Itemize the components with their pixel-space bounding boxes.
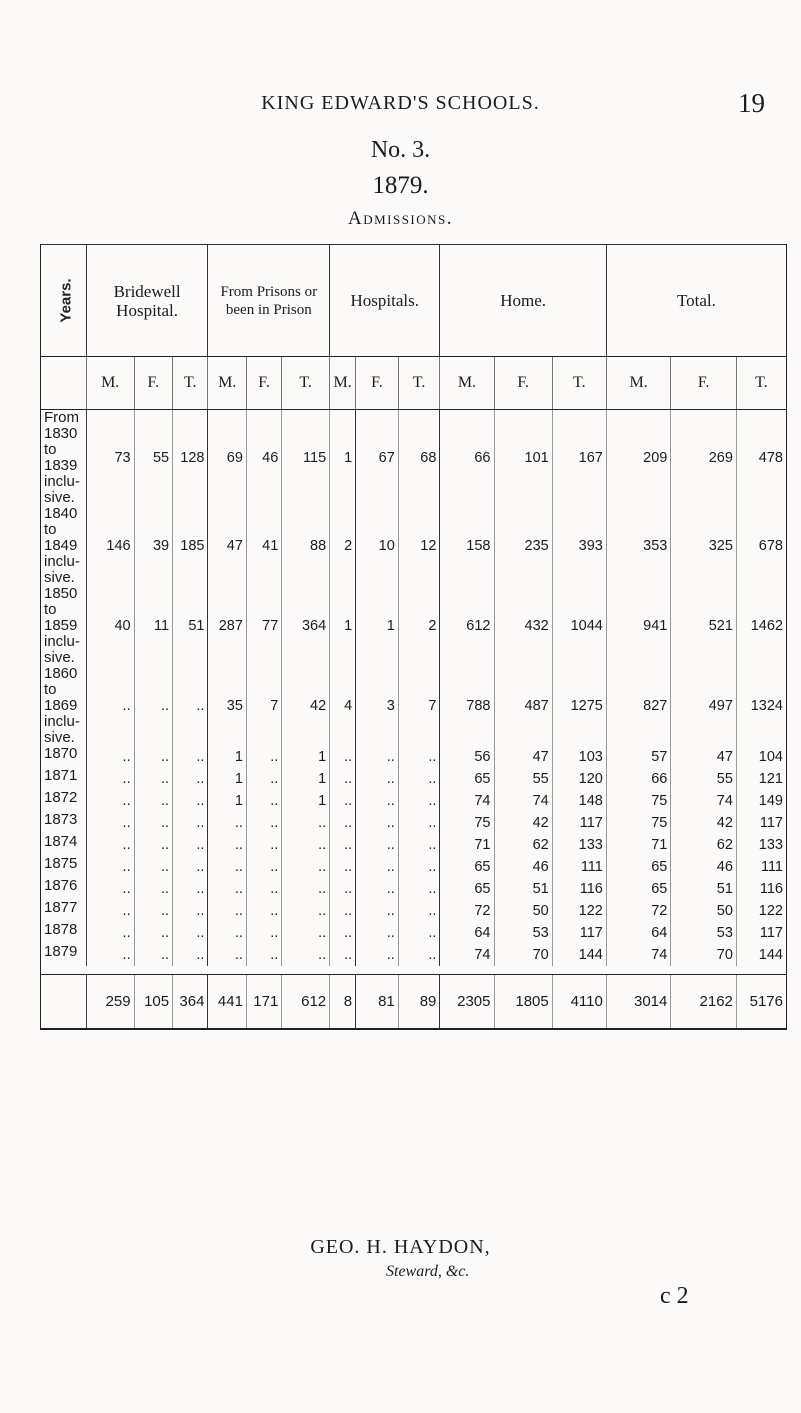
table-cell: 66 [440,410,494,507]
table-cell: 144 [552,944,606,966]
subheader-cell: T. [736,357,786,410]
table-cell: 1324 [750,698,783,714]
table-cell: .. [86,812,134,834]
table-cell: 42 [671,812,737,834]
table-row [41,878,787,900]
table-cell: .. [398,834,440,856]
table-cell: .. [246,812,281,834]
table-cell: 128 [173,410,208,507]
table-cell: 51 [173,586,208,666]
group-header-row [41,245,787,357]
table-cell: .. [173,856,208,878]
table-cell: 74 [440,944,494,966]
row-label [41,975,87,1029]
table-cell: .. [356,746,399,768]
table-cell: 11 [134,586,172,666]
table-cell: 56 [440,746,494,768]
table-cell: .. [330,922,356,944]
table-cell: .. [134,856,172,878]
totals-row [41,975,787,1029]
table-cell: .. [134,944,172,966]
table-cell: .. [398,944,440,966]
spacer-row [41,966,787,975]
table-cell: .. [86,666,134,746]
group-total: Total. [606,245,786,357]
table-cell: .. [398,922,440,944]
table-cell: 1 [282,790,330,812]
table-cell: 612 [440,586,494,666]
row-label: 1879 [41,944,87,966]
table-row [41,746,787,768]
table-cell: 81 [356,975,399,1029]
table-cell: 827 [606,666,671,746]
table-cell: 1 [330,410,356,507]
table-cell: 66 [606,768,671,790]
table-cell: 521 [671,586,737,666]
subheader-cell: T. [552,357,606,410]
row-label: 1871 [41,768,87,790]
table-cell: .. [356,856,399,878]
table-cell: .. [208,900,246,922]
table-cell: 612 [282,975,330,1029]
table-cell: 75 [606,812,671,834]
table-cell: .. [330,944,356,966]
subheader-cell: M. [330,357,356,410]
signature-name: GEO. H. HAYDON, [310,1236,491,1258]
table-heading: Admissions. [347,208,454,229]
table-row [41,768,787,790]
table-cell: 67 [356,410,399,507]
row-label: 1877 [41,900,87,922]
table-cell: 116 [759,881,783,897]
table-cell: 1 [282,746,330,768]
table-cell: 72 [606,900,671,922]
table-cell: .. [356,768,399,790]
table-cell: 51 [494,878,552,900]
table-cell: 146 [86,506,134,586]
subheader-blank [41,357,87,410]
table-cell: 1044 [552,586,606,666]
table-cell: 117 [759,925,783,941]
table-cell: .. [246,922,281,944]
row-label: 1876 [41,878,87,900]
table-cell: .. [173,768,208,790]
table-cell: 144 [758,947,783,963]
table-cell: 75 [440,812,494,834]
table-cell: 678 [758,538,783,554]
table-cell: 5176 [749,992,783,1010]
table-cell: 7 [398,666,440,746]
table-cell: 148 [552,790,606,812]
table-cell: .. [282,922,330,944]
table-cell: 89 [398,975,440,1029]
table-cell: .. [356,922,399,944]
table-cell: .. [282,878,330,900]
table-cell: .. [86,900,134,922]
table-row [41,900,787,922]
table-cell: 209 [606,410,671,507]
table-cell: 235 [494,506,552,586]
table-cell: 353 [606,506,671,586]
table-cell: 69 [208,410,246,507]
table-cell: 74 [440,790,494,812]
table-row [41,834,787,856]
table-cell: .. [86,834,134,856]
table-cell: 487 [494,666,552,746]
table-cell: .. [398,790,440,812]
table-cell: 64 [440,922,494,944]
table-cell: 364 [282,586,330,666]
table-cell: 259 [86,975,134,1029]
table-cell: 111 [552,856,606,878]
table-cell: 4 [330,666,356,746]
signature-title: Steward, &c. [386,1263,470,1280]
table-cell: 51 [671,878,737,900]
table-cell: 497 [671,666,737,746]
subheader-cell: F. [356,357,399,410]
table-cell: .. [86,790,134,812]
table-cell: 104 [758,749,783,765]
table-cell: 35 [208,666,246,746]
table-cell: .. [134,878,172,900]
table-cell: 1805 [494,975,552,1029]
table-cell: 42 [494,812,552,834]
table-cell: 12 [398,506,440,586]
table-cell: .. [246,944,281,966]
table-cell: .. [398,768,440,790]
table-cell: 62 [494,834,552,856]
table-cell: 70 [671,944,737,966]
subheader-cell: F. [134,357,172,410]
subheader-cell: M. [440,357,494,410]
table-cell: 111 [760,859,783,875]
table-cell: 57 [606,746,671,768]
subheader-cell: T. [173,357,208,410]
table-cell: .. [282,834,330,856]
table-cell: .. [208,944,246,966]
table-cell: .. [208,878,246,900]
table-cell: 101 [494,410,552,507]
table-row [41,790,787,812]
table-cell: .. [330,856,356,878]
table-cell: 68 [398,410,440,507]
table-cell: 71 [606,834,671,856]
table-cell: .. [282,812,330,834]
table-cell: 71 [440,834,494,856]
table-cell: .. [330,900,356,922]
table-cell: .. [208,856,246,878]
page-header [0,88,801,128]
table-cell: 103 [552,746,606,768]
row-label: 1874 [41,834,87,856]
table-cell: 2305 [440,975,494,1029]
table-cell: .. [86,768,134,790]
table-row [41,812,787,834]
table-cell: .. [134,812,172,834]
table-cell: 40 [86,586,134,666]
table-year: 1879. [372,172,429,199]
table-cell: .. [134,790,172,812]
table-cell: 2 [398,586,440,666]
subheader-row [41,357,787,410]
table-cell: .. [134,746,172,768]
admissions-table [40,244,787,1030]
table-cell: 50 [494,900,552,922]
table-cell: .. [398,878,440,900]
table-cell: .. [282,944,330,966]
table-cell: 42 [282,666,330,746]
table-row [41,506,787,586]
table-cell: 77 [246,586,281,666]
table-cell: 1 [208,746,246,768]
table-cell: .. [208,812,246,834]
table-cell: .. [134,834,172,856]
table-cell: .. [330,790,356,812]
table-cell: 53 [494,922,552,944]
table-cell: .. [246,834,281,856]
table-cell: 47 [208,506,246,586]
table-cell: 50 [671,900,737,922]
table-cell: 269 [671,410,737,507]
table-cell: 432 [494,586,552,666]
table-cell: 393 [552,506,606,586]
table-cell: 53 [671,922,737,944]
table-cell: 120 [552,768,606,790]
table-cell: 41 [246,506,281,586]
row-label: 1870 [41,746,87,768]
table-cell: .. [282,900,330,922]
table-cell: 1 [330,586,356,666]
table-cell: .. [398,746,440,768]
table-cell: 3014 [606,975,671,1029]
table-cell: 39 [134,506,172,586]
running-title: KING EDWARD'S SCHOOLS. [261,92,540,114]
table-row [41,944,787,966]
table-cell: 65 [606,878,671,900]
table-cell: 65 [440,768,494,790]
table-cell: .. [356,812,399,834]
subheader-cell: T. [398,357,440,410]
page-number: 19 [738,88,765,118]
table-cell: .. [246,746,281,768]
table-cell: .. [330,834,356,856]
table-cell: .. [86,922,134,944]
table-cell: 185 [173,506,208,586]
table-cell: 47 [494,746,552,768]
subheader-cell: M. [606,357,671,410]
table-cell: 158 [440,506,494,586]
subheader-cell: T. [282,357,330,410]
table-row [41,586,787,666]
table-cell: 105 [134,975,172,1029]
table-cell: 1462 [750,618,783,634]
table-cell: .. [173,834,208,856]
table-cell: 478 [758,450,783,466]
table-cell: 73 [86,410,134,507]
table-cell: 74 [494,790,552,812]
table-cell: .. [86,856,134,878]
table-cell: .. [173,878,208,900]
table-cell: .. [134,900,172,922]
table-cell: 171 [246,975,281,1029]
table-cell: 72 [440,900,494,922]
table-cell: 55 [494,768,552,790]
table-cell: 46 [246,410,281,507]
table-cell: .. [246,768,281,790]
table-cell: 74 [671,790,737,812]
subheader-cell: F. [671,357,737,410]
table-number: No. 3. [370,137,431,163]
table-cell: 115 [282,410,330,507]
row-label: From 1830 to 1839 inclu- sive. [41,410,87,507]
table-cell: 4110 [552,975,606,1029]
table-cell: 287 [208,586,246,666]
table-row [41,410,787,507]
table-cell: 1 [356,586,399,666]
table-cell: .. [134,768,172,790]
row-label: 1878 [41,922,87,944]
table-cell: .. [173,666,208,746]
table-cell: 74 [606,944,671,966]
table-cell: 167 [552,410,606,507]
table-cell: .. [330,812,356,834]
table-cell: .. [173,746,208,768]
table-row [41,666,787,746]
table-cell: .. [134,922,172,944]
table-cell: .. [246,856,281,878]
table-cell: .. [173,900,208,922]
group-bridewell: Bridewell Hospital. [86,245,208,357]
table-cell: 65 [440,856,494,878]
years-label: Years. [41,245,87,357]
table-cell: 46 [494,856,552,878]
table-cell: .. [246,878,281,900]
table-cell: 7 [246,666,281,746]
table-cell: .. [173,922,208,944]
table-cell: .. [208,834,246,856]
table-cell: 65 [440,878,494,900]
table-row [41,922,787,944]
table-cell: 55 [671,768,737,790]
table-cell: 325 [671,506,737,586]
table-cell: 117 [552,812,606,834]
table-cell: .. [86,746,134,768]
table-cell: 1275 [552,666,606,746]
row-label: 1873 [41,812,87,834]
row-label: 1875 [41,856,87,878]
rule [41,966,787,975]
group-from-prisons: From Prisons or been in Prison [208,245,330,357]
table-cell: 1 [208,768,246,790]
table-cell: 10 [356,506,399,586]
table-cell: 1 [282,768,330,790]
table-cell: 2162 [671,975,737,1029]
folio-mark: c 2 [660,1283,689,1309]
table-cell: .. [330,878,356,900]
table-cell: .. [134,666,172,746]
table-cell: .. [330,768,356,790]
table-cell: 47 [671,746,737,768]
table-cell: 149 [758,793,783,809]
table-cell: 117 [759,815,783,831]
table-cell: 3 [356,666,399,746]
table-cell: .. [356,900,399,922]
row-label: 1840 to 1849 inclu- sive. [41,506,87,586]
table-cell: .. [246,900,281,922]
table-cell: 121 [758,771,783,787]
table-row [41,856,787,878]
table-cell: 941 [606,586,671,666]
table-cell: 46 [671,856,737,878]
table-cell: 133 [552,834,606,856]
table-cell: 122 [758,903,783,919]
table-cell: .. [398,900,440,922]
table-cell: 1 [208,790,246,812]
table-cell: .. [246,790,281,812]
table-cell: .. [208,922,246,944]
table-cell: 788 [440,666,494,746]
table-cell: .. [282,856,330,878]
table-cell: .. [356,878,399,900]
table-cell: 70 [494,944,552,966]
table-cell: 133 [758,837,783,853]
table-cell: 88 [282,506,330,586]
table-cell: .. [356,790,399,812]
group-hospitals: Hospitals. [330,245,440,357]
table-cell: .. [398,812,440,834]
table-cell: .. [173,790,208,812]
table-cell: 364 [173,975,208,1029]
table-cell: .. [330,746,356,768]
group-home: Home. [440,245,606,357]
table-cell: 75 [606,790,671,812]
subheader-cell: M. [208,357,246,410]
table-cell: 55 [134,410,172,507]
table-cell: 64 [606,922,671,944]
table-cell: .. [356,834,399,856]
table-cell: .. [86,944,134,966]
table-cell: 2 [330,506,356,586]
row-label: 1850 to 1859 inclu- sive. [41,586,87,666]
subheader-cell: F. [246,357,281,410]
row-label: 1872 [41,790,87,812]
subheader-cell: M. [86,357,134,410]
table-cell: 122 [552,900,606,922]
table-cell: .. [356,944,399,966]
table-cell: 117 [552,922,606,944]
table-cell: .. [86,878,134,900]
table-cell: .. [173,944,208,966]
table-cell: 62 [671,834,737,856]
subheader-cell: F. [494,357,552,410]
table-cell: .. [398,856,440,878]
table-cell: 65 [606,856,671,878]
table-cell: 116 [552,878,606,900]
table-cell: .. [173,812,208,834]
table-cell: 8 [330,975,356,1029]
row-label: 1860 to 1869 inclu- sive. [41,666,87,746]
table-cell: 441 [208,975,246,1029]
